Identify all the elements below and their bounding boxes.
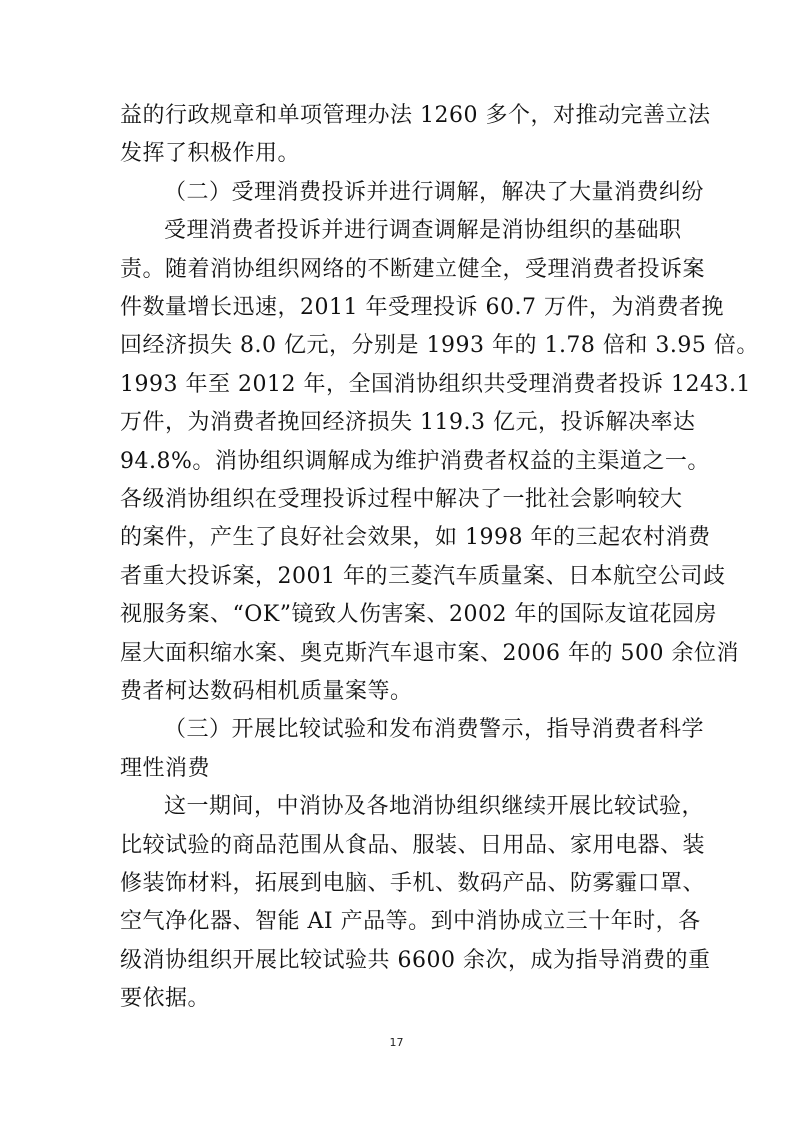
paragraph-line: 1993 年至 2012 年，全国消协组织共受理消费者投诉 1243.1	[120, 372, 751, 397]
paragraph-line: 万件，为消费者挽回经济损失 119.3 亿元，投诉解决率达	[120, 410, 696, 435]
paragraph-line: 比较试验的商品范围从食品、服装、日用品、家用电器、装	[120, 833, 706, 858]
page-number: 17	[389, 1036, 404, 1049]
section-heading-3: （三）开展比较试验和发布消费警示，指导消费者科学	[164, 717, 705, 742]
paragraph-line: 回经济损失 8.0 亿元，分别是 1993 年的 1.78 倍和 3.95 倍。	[120, 333, 759, 358]
paragraph-line: 件数量增长迅速，2011 年受理投诉 60.7 万件，为消费者挽	[120, 295, 724, 320]
paragraph-line: 费者柯达数码相机质量案等。	[120, 679, 413, 704]
paragraph-line: 的案件，产生了良好社会效果，如 1998 年的三起农村消费	[120, 525, 711, 550]
paragraph-line: 修装饰材料，拓展到电脑、手机、数码产品、防雾霾口罩、	[120, 871, 706, 896]
paragraph-line: 屋大面积缩水案、奥克斯汽车退市案、2006 年的 500 余位消	[120, 641, 739, 666]
paragraph-line: 发挥了积极作用。	[120, 141, 301, 166]
paragraph-line: 要依据。	[120, 986, 211, 1011]
paragraph-line: 益的行政规章和单项管理办法 1260 多个，对推动完善立法	[120, 103, 711, 128]
paragraph-line: 这一期间，中消协及各地消协组织继续开展比较试验，	[164, 794, 705, 819]
paragraph-line: 受理消费者投诉并进行调查调解是消协组织的基础职	[164, 218, 682, 243]
paragraph-line: 责。随着消协组织网络的不断建立健全，受理消费者投诉案	[120, 257, 706, 282]
paragraph-line: 者重大投诉案，2001 年的三菱汽车质量案、日本航空公司歧	[120, 564, 726, 589]
paragraph-line: 空气净化器、智能 AI 产品等。到中消协成立三十年时，各	[120, 909, 701, 934]
section-heading-3-continued: 理性消费	[120, 756, 211, 781]
paragraph-line: 级消协组织开展比较试验共 6600 余次，成为指导消费的重	[120, 948, 711, 973]
paragraph-line: 94.8%。消协组织调解成为维护消费者权益的主渠道之一。	[120, 449, 710, 474]
paragraph-line: 各级消协组织在受理投诉过程中解决了一批社会影响较大	[120, 487, 683, 512]
section-heading-2: （二）受理消费投诉并进行调解，解决了大量消费纠纷	[164, 180, 705, 205]
paragraph-line: 视服务案、“OK”镜致人伤害案、2002 年的国际友谊花园房	[120, 602, 717, 627]
